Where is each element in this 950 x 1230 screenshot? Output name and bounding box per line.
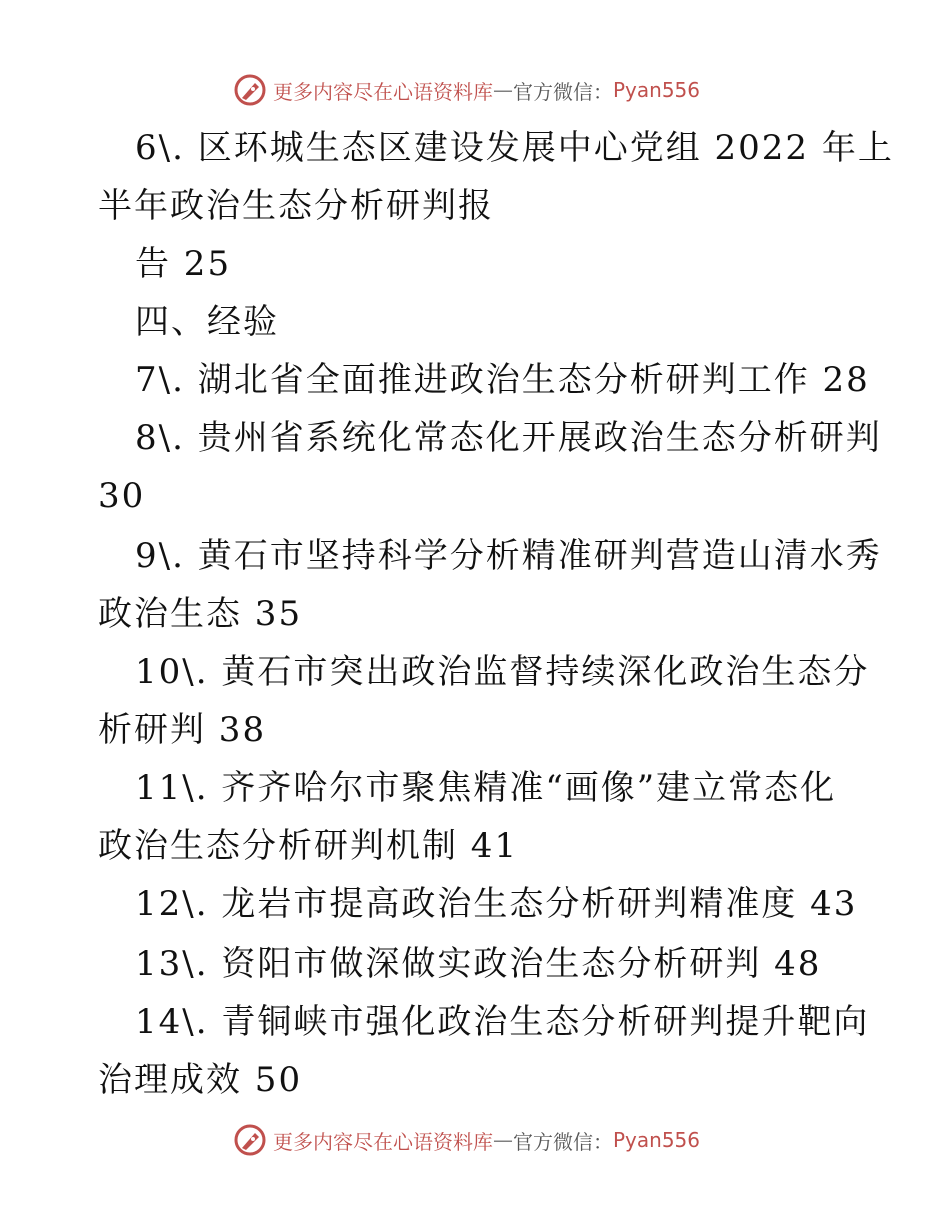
section-heading: 四、经验 (135, 302, 279, 342)
toc-line: 10\. 黄石市突出政治监督持续深化政治生态分 (135, 652, 870, 692)
toc-line: 14\. 青铜峡市强化政治生态分析研判提升靶向 (135, 1002, 870, 1042)
footer-banner (233, 1122, 700, 1158)
toc-line: 12\. 龙岩市提高政治生态分析研判精准度 43 (135, 884, 858, 924)
toc-line: 半年政治生态分析研判报 (98, 186, 494, 226)
banner-wechat-id: Pyan556 (613, 78, 701, 102)
toc-line: 7\. 湖北省全面推进政治生态分析研判工作 28 (135, 360, 870, 400)
banner-dash: — (493, 1128, 513, 1152)
banner-wechat-id: Pyan556 (613, 1128, 701, 1152)
toc-line: 政治生态 35 (98, 594, 303, 634)
toc-line: 政治生态分析研判机制 41 (98, 826, 519, 866)
pen-nib-logo-icon (233, 73, 267, 107)
banner-official-label: 官方微信： (513, 1129, 613, 1154)
toc-line: 11\. 齐齐哈尔市聚焦精准“画像”建立常态化 (135, 768, 837, 808)
pen-nib-logo-icon (233, 1123, 267, 1157)
toc-line: 9\. 黄石市坚持科学分析精准研判营造山清水秀 (135, 536, 882, 576)
banner-brand-text: 更多内容尽在心语资料库 (273, 79, 493, 104)
banner-dash: — (493, 78, 513, 102)
toc-line: 告 25 (135, 244, 232, 284)
toc-line: 30 (98, 476, 146, 516)
banner-brand-text: 更多内容尽在心语资料库 (273, 1129, 493, 1154)
header-banner (233, 72, 700, 108)
toc-line: 8\. 贵州省系统化常态化开展政治生态分析研判 (135, 418, 882, 458)
toc-line: 13\. 资阳市做深做实政治生态分析研判 48 (135, 944, 822, 984)
banner-official-label: 官方微信： (513, 79, 613, 104)
toc-line: 6\. 区环城生态区建设发展中心党组 2022 年上 (135, 128, 894, 168)
toc-line: 析研判 38 (98, 710, 267, 750)
toc-line: 治理成效 50 (98, 1060, 303, 1100)
